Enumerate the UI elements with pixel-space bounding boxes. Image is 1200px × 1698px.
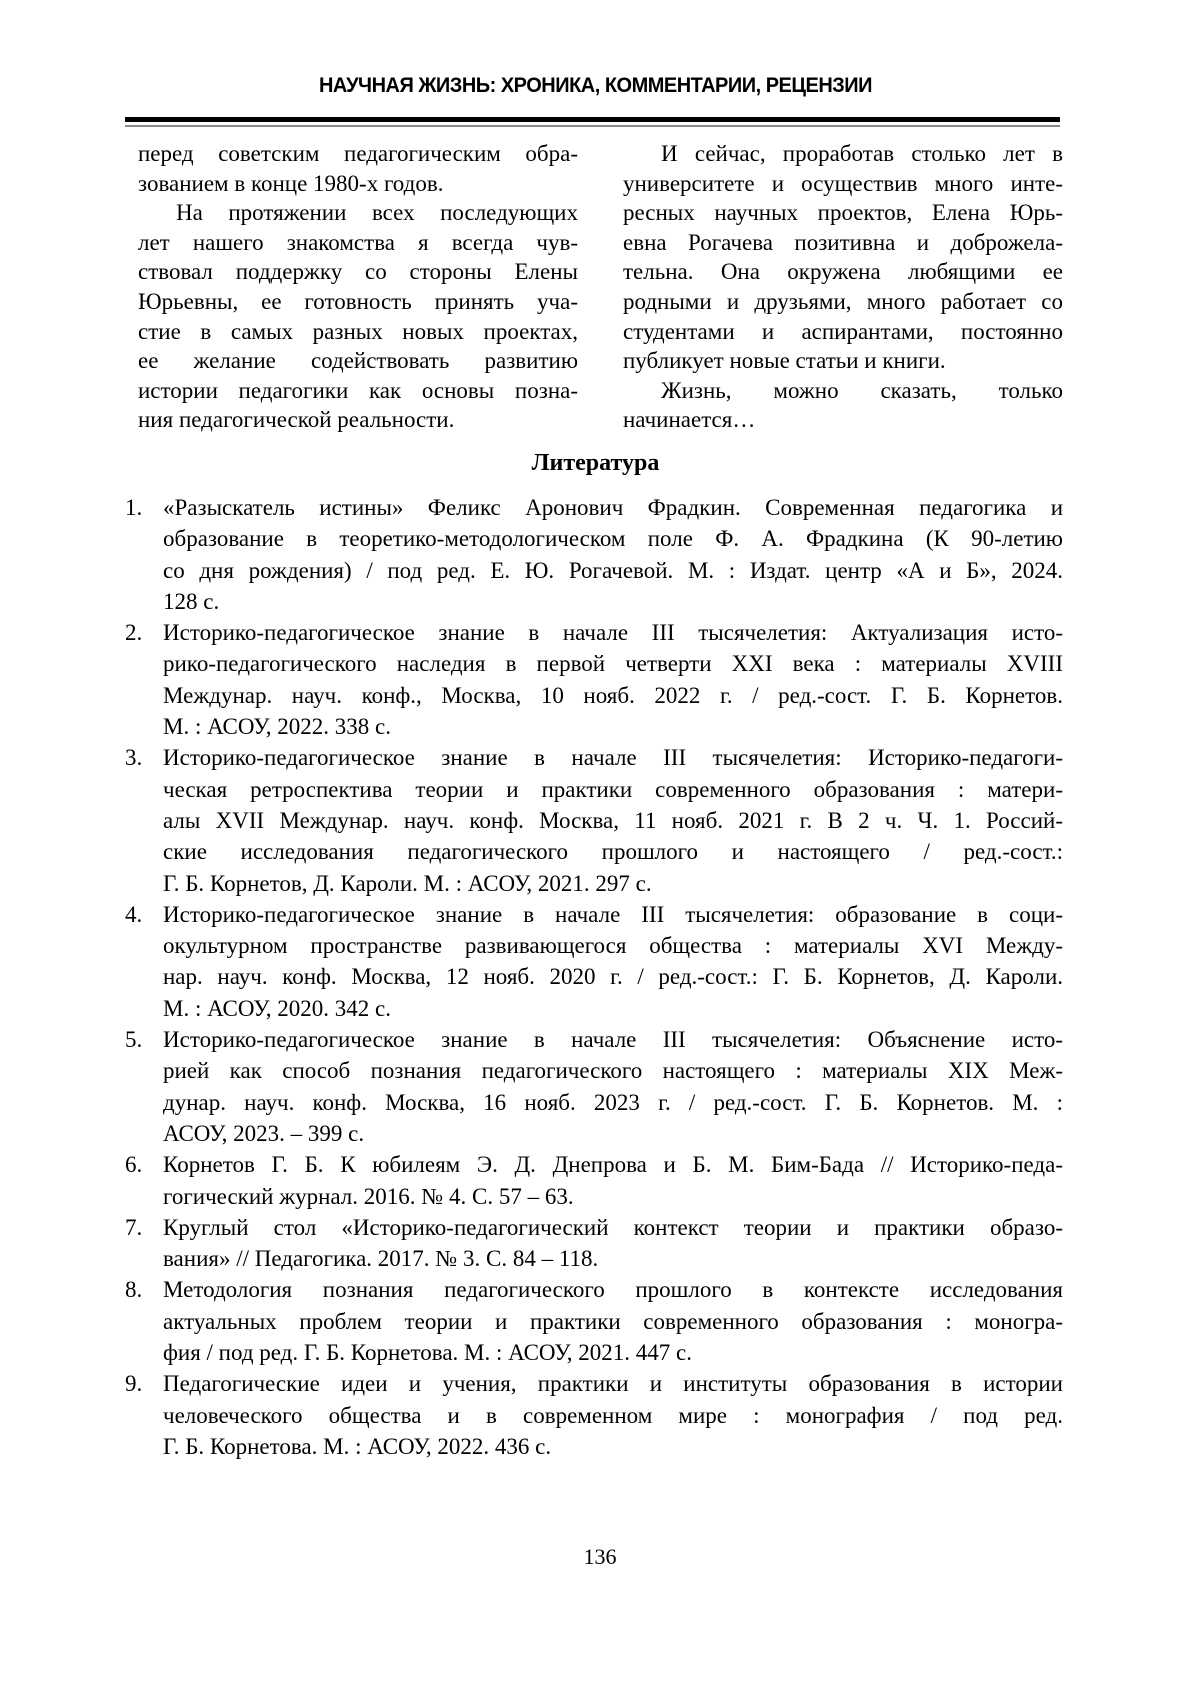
text-line: Г. Б. Корнетов, Д. Кароли. М. : АСОУ, 2021. 297 с. — [163, 870, 652, 896]
reference-text — [163, 1024, 1063, 1149]
text-line: ствовал поддержку со стороны Елены — [138, 259, 578, 285]
text-line: Методология познания педагогического прошлого в контексте исследования — [163, 1277, 1063, 1303]
text-line: ния педагогической реальности. — [138, 407, 455, 433]
text-line: вания» // Педагогика. 2017. № 3. С. 84 – 118. — [163, 1246, 599, 1272]
reference-item — [125, 1274, 1063, 1368]
reference-item — [125, 1024, 1063, 1149]
text-line: перед советским педагогическим обра- — [138, 141, 578, 166]
reference-item — [125, 492, 1063, 617]
reference-text — [163, 1274, 1063, 1368]
text-line: образование в теоретико-методологическом поле Ф. А. Фрадкина (К 90-летию — [163, 526, 1063, 552]
reference-number: 8. — [125, 1277, 143, 1303]
reference-text — [163, 1212, 1063, 1275]
right-column — [623, 139, 1063, 435]
reference-number: 4. — [125, 901, 143, 927]
text-line: студентами и аспирантами, постоянно — [623, 318, 1063, 344]
text-line: гогический журнал. 2016. № 4. С. 57 – 63. — [163, 1183, 574, 1209]
reference-text — [163, 899, 1063, 1024]
text-line: Юрьевны, ее готовность принять уча- — [138, 288, 578, 314]
text-line: алы XVII Междунар. науч. конф. Москва, 11 нояб. 2021 г. В 2 ч. Ч. 1. Россий- — [163, 807, 1063, 833]
text-line: Историко-педагогическое знание в начале III тысячелетия: Актуализация исто- — [163, 620, 1063, 646]
page-number: 136 — [583, 1544, 617, 1569]
reference-item — [125, 1212, 1063, 1275]
reference-item — [125, 1149, 1063, 1212]
text-line: начинается… — [623, 407, 756, 433]
text-line: И сейчас, проработав столько лет в — [661, 141, 1063, 166]
text-line: актуальных проблем теории и практики современного образования : моногра- — [163, 1308, 1063, 1334]
text-line: евна Рогачева позитивна и доброжела- — [623, 229, 1063, 255]
reference-number: 3. — [125, 745, 143, 771]
text-line: дунар. науч. конф. Москва, 16 нояб. 2023 г. / ред.-сост. Г. Б. Корнетов. М. : — [163, 1089, 1063, 1115]
text-line: ские исследования педагогического прошлого и настоящего / ред.-сост.: — [163, 839, 1063, 865]
text-line: Корнетов Г. Б. К юбилеям Э. Д. Днепрова и Б. М. Бим-Бада // Историко-педа- — [163, 1152, 1063, 1178]
text-line: рико-педагогического наследия в первой четверти XXI века : материалы XVIII — [163, 651, 1063, 677]
text-line: АСОУ, 2023. – 399 с. — [163, 1120, 365, 1146]
text-line: университете и осуществив много инте- — [623, 170, 1063, 196]
header-rule-thin-line — [125, 125, 1060, 127]
text-line: родными и друзьями, много работает со — [623, 288, 1063, 314]
text-line: нар. науч. конф. Москва, 12 нояб. 2020 г. / ред.-сост.: Г. Б. Корнетов, Д. Кароли. — [163, 964, 1063, 990]
text-line: стие в самых разных новых проектах, — [138, 318, 578, 344]
text-line: М. : АСОУ, 2020. 342 с. — [163, 995, 391, 1021]
text-line: Круглый стол «Историко-педагогический контекст теории и практики образо- — [163, 1214, 1063, 1240]
left-column — [138, 139, 578, 435]
reference-number: 6. — [125, 1152, 143, 1178]
literature-heading: Литература — [531, 450, 660, 476]
text-line: истории педагогики как основы позна- — [138, 377, 578, 403]
running-head: НАУЧНАЯ ЖИЗНЬ: ХРОНИКА, КОММЕНТАРИИ, РЕЦЕНЗИИ — [318, 74, 873, 97]
text-line: человеческого общества и в современном мире : монография / под ред. — [163, 1402, 1063, 1428]
reference-text — [163, 617, 1063, 742]
reference-text — [163, 1149, 1063, 1212]
header-rule — [125, 117, 1060, 127]
reference-text — [163, 492, 1063, 617]
text-line: Историко-педагогическое знание в начале III тысячелетия: Объяснение исто- — [163, 1027, 1063, 1053]
text-line: окультурном пространстве развивающегося общества : материалы XVI Между- — [163, 933, 1063, 959]
reference-text — [163, 1368, 1063, 1462]
text-line: 128 с. — [163, 588, 220, 614]
text-line: со дня рождения) / под ред. Е. Ю. Рогачевой. М. : Издат. центр «А и Б», 2024. — [163, 557, 1063, 583]
body-columns — [138, 139, 1063, 435]
text-line: Историко-педагогическое знание в начале III тысячелетия: образование в соци- — [163, 901, 1063, 927]
reference-number: 1. — [125, 495, 143, 520]
text-line: ее желание содействовать развитию — [138, 348, 578, 374]
reference-number: 2. — [125, 620, 143, 646]
text-line: ресных научных проектов, Елена Юрь- — [623, 200, 1063, 226]
text-line: Междунар. науч. конф., Москва, 10 нояб. 2022 г. / ред.-сост. Г. Б. Корнетов. — [163, 682, 1063, 708]
text-line: На протяжении всех последующих — [176, 200, 578, 226]
text-line: Г. Б. Корнетова. М. : АСОУ, 2022. 436 с. — [163, 1433, 552, 1459]
reference-item — [125, 899, 1063, 1024]
text-line: тельна. Она окружена любящими ее — [623, 259, 1063, 285]
text-line: лет нашего знакомства я всегда чув- — [138, 229, 578, 255]
text-line: М. : АСОУ, 2022. 338 с. — [163, 714, 391, 740]
reference-list — [125, 492, 1063, 1462]
reference-item — [125, 617, 1063, 742]
text-line: фия / под ред. Г. Б. Корнетова. М. : АСОУ, 2021. 447 с. — [163, 1340, 692, 1366]
reference-text — [163, 742, 1063, 898]
text-line: ческая ретроспектива теории и практики современного образования : матери- — [163, 776, 1063, 802]
reference-number: 9. — [125, 1371, 143, 1397]
text-line: Историко-педагогическое знание в начале III тысячелетия: Историко-педагоги- — [163, 745, 1063, 771]
reference-number: 5. — [125, 1027, 143, 1053]
text-line: Жизнь, можно сказать, только — [661, 377, 1063, 403]
text-line: зованием в конце 1980-х годов. — [138, 170, 444, 196]
text-line: Педагогические идеи и учения, практики и институты образования в истории — [163, 1371, 1063, 1397]
text-line: публикует новые статьи и книги. — [623, 348, 946, 374]
text-line: рией как способ познания педагогического настоящего : материалы XIX Меж- — [163, 1058, 1063, 1084]
text-line: «Разыскатель истины» Феликс Аронович Фрадкин. Современная педагогика и — [163, 495, 1063, 520]
reference-item — [125, 1368, 1063, 1462]
reference-item — [125, 742, 1063, 898]
header-rule-thick-line — [125, 117, 1060, 122]
reference-number: 7. — [125, 1214, 143, 1240]
